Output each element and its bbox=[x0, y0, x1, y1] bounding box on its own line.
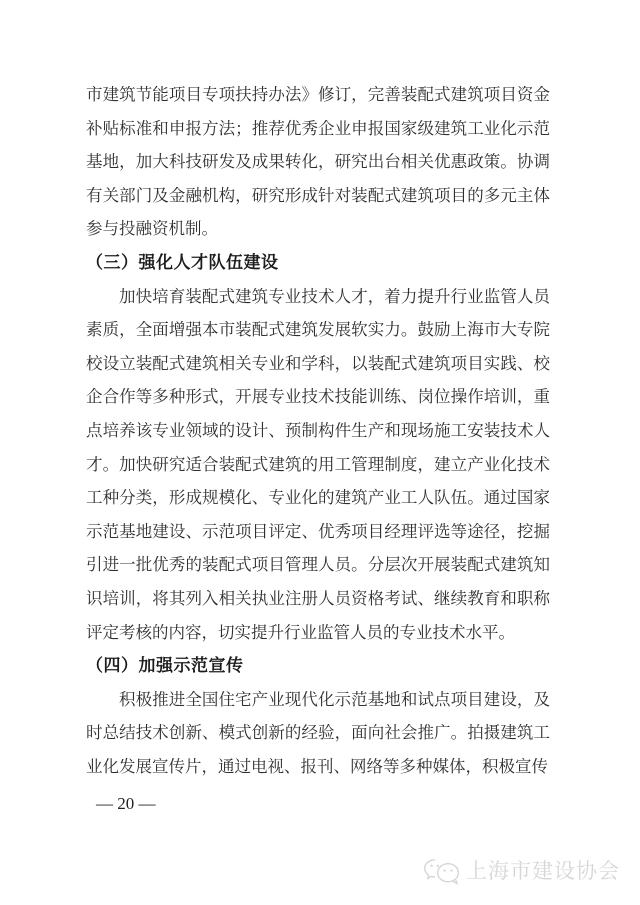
wechat-icon bbox=[423, 856, 461, 886]
paragraph-demonstration-publicity: 积极推进全国住宅产业现代化示范基地和试点项目建设，及时总结技术创新、模式创新的经验，面向社会推广。拍摄建筑工业化发展宣传片，通过电视、报刊、网络等多种媒体，积极宣传 bbox=[86, 689, 550, 776]
section-heading-3: （三）强化人才队伍建设 bbox=[86, 252, 279, 272]
page-number: — 20 — bbox=[96, 794, 156, 813]
watermark bbox=[423, 856, 620, 886]
document-body bbox=[86, 78, 550, 783]
watermark-text: 上海市建设协会 bbox=[466, 859, 620, 883]
section-heading-4: （四）加强示范宣传 bbox=[86, 656, 244, 676]
paragraph-continuation: 市建筑节能项目专项扶持办法》修订，完善装配式建筑项目资金补贴标准和申报方法；推荐优秀企业申报国家级建筑工业化示范基地，加大科技研发及成果转化，研究出台相关优惠政策。协调有关部门及金融机构，研究形成针对装配式建筑项目的多元主体参与投融资机制。 bbox=[86, 85, 550, 239]
paragraph-talent-team: 加快培育装配式建筑专业技术人才，着力提升行业监管人员素质，全面增强本市装配式建筑发展软实力。鼓励上海市大专院校设立装配式建筑相关专业和学科，以装配式建筑项目实践、校企合作等多种形式，开展专业技术技能训练、岗位操作培训，重点培养该专业领域的设计、预制构件生产和现场施工安装技术人才。加快研究适合装配式建筑的用工管理制度，建立产业化技术工种分类，形成规模化、专业化的建筑产业工人队伍。通过国家示范基地建设、示范项目评定、优秀项目经理评选等途径，挖掘引进一批优秀的装配式项目管理人员。分层次开展装配式建筑知识培训，将其列入相关执业注册人员资格考试、继续教育和职称评定考核的内容，切实提升行业监管人员的专业技术水平。 bbox=[86, 286, 550, 642]
